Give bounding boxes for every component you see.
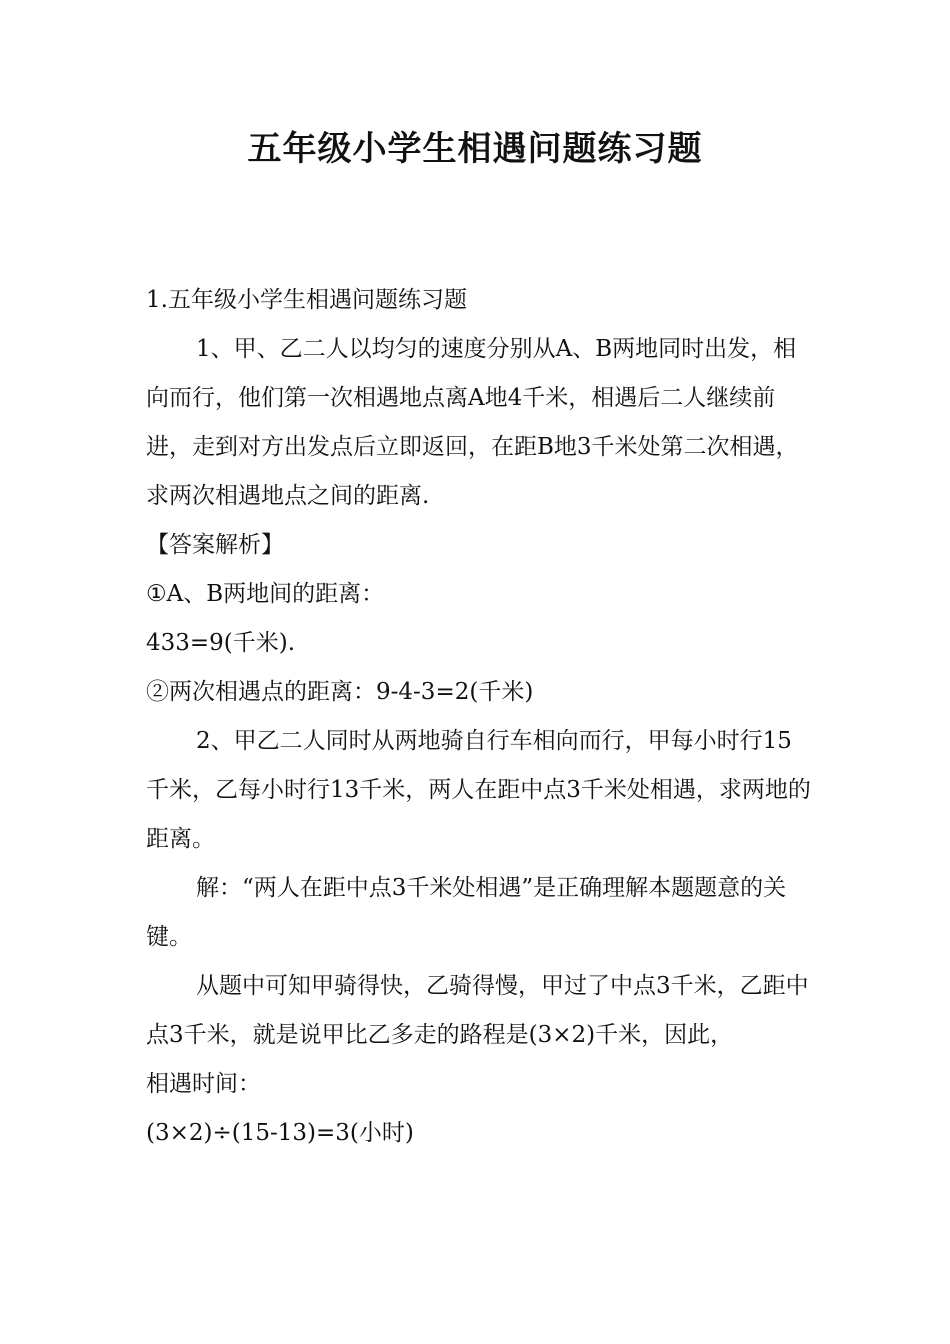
problem-2-analysis: 从题中可知甲骑得快，乙骑得慢，甲过了中点3千米，乙距中点3千米，就是说甲比乙多走的路程是(3×2)千米，因此， bbox=[146, 973, 809, 1048]
problem-1-step-1: ①A、B两地间的距离： bbox=[146, 581, 385, 607]
problem-1-text: 1、甲、乙二人以均匀的速度分别从A、B两地同时出发，相向而行，他们第一次相遇地点离A地4千米，相遇后二人继续前进，走到对方出发点后立即返回，在距B地3千米处第二次相遇，求两次相遇地点之间的距离. bbox=[146, 336, 799, 509]
answer-label: 【答案解析】 bbox=[146, 532, 284, 558]
problem-1-step-1-calc: 433=9(千米). bbox=[146, 630, 296, 656]
meet-time-label: 相遇时间： bbox=[146, 1071, 261, 1097]
document-title: 五年级小学生相遇问题练习题 bbox=[247, 129, 703, 169]
meet-time-calc: (3×2)÷(15-13)=3(小时) bbox=[146, 1120, 414, 1146]
document-body bbox=[146, 276, 814, 1158]
problem-1-step-2: ②两次相遇点的距离：9-4-3=2(千米) bbox=[146, 679, 534, 705]
section-heading: 1.五年级小学生相遇问题练习题 bbox=[146, 287, 467, 313]
problem-2-text: 2、甲乙二人同时从两地骑自行车相向而行，甲每小时行15千米，乙每小时行13千米，两人在距中点3千米处相遇，求两地的距离。 bbox=[146, 728, 811, 852]
problem-2-solution-intro: 解：“两人在距中点3千米处相遇”是正确理解本题题意的关键。 bbox=[146, 875, 787, 950]
